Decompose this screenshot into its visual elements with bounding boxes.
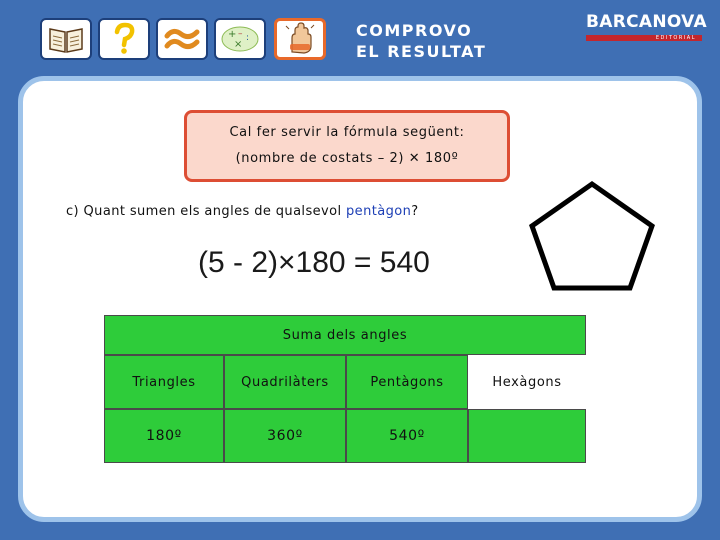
value-pentagons [346,409,468,463]
column-header-triangles: Triangles [104,355,224,409]
column-header-quadrilaterals: Quadrilàters [224,355,346,409]
svg-text:–: – [238,29,243,39]
question-mark-icon [107,22,141,56]
publisher-logo [586,12,707,44]
operations-button[interactable] [214,18,266,60]
value-quadrilaterals-text: 360º [267,428,303,444]
svg-text::: : [246,33,250,43]
hand-check-icon [282,22,318,56]
help-button[interactable] [98,18,150,60]
book-icon [47,24,85,54]
question-suffix: ? [411,204,419,219]
formula-box [184,110,510,182]
logo-wordmark: BARCANOVA [586,12,707,32]
value-triangles [104,409,224,463]
logo-subtitle: EDITORIAL [655,35,696,41]
title-line-1: COMPROVO [356,21,473,40]
value-triangles-text: 180º [146,428,182,444]
book-button[interactable] [40,18,92,60]
question-prefix: c) Quant sumen els angles de qualsevol [66,204,347,219]
page-title [356,20,546,62]
value-hexagons [468,409,586,463]
math-symbols-icon [220,24,260,54]
column-header-hexagons: Hexàgons [468,355,586,409]
approximation-icon [163,24,201,54]
equation: (5 - 2)×180 = 540 [198,246,430,279]
formula-expression: (nombre de costats – 2) ✕ 180º [235,151,459,166]
svg-text:×: × [234,39,243,50]
question-text [66,204,419,219]
title-line-2: EL RESULTAT [356,42,487,61]
svg-text:+: + [228,29,237,40]
question-highlight: pentàgon [346,204,412,219]
table-header: Suma dels angles [104,315,586,355]
estimate-button[interactable] [156,18,208,60]
value-quadrilaterals [224,409,346,463]
formula-intro: Cal fer servir la fórmula següent: [229,125,465,140]
column-header-pentagons: Pentàgons [346,355,468,409]
pentagon-shape [524,178,660,292]
value-pentagons-text: 540º [389,428,425,444]
check-result-button[interactable] [274,18,326,60]
logo-bar [586,35,702,41]
